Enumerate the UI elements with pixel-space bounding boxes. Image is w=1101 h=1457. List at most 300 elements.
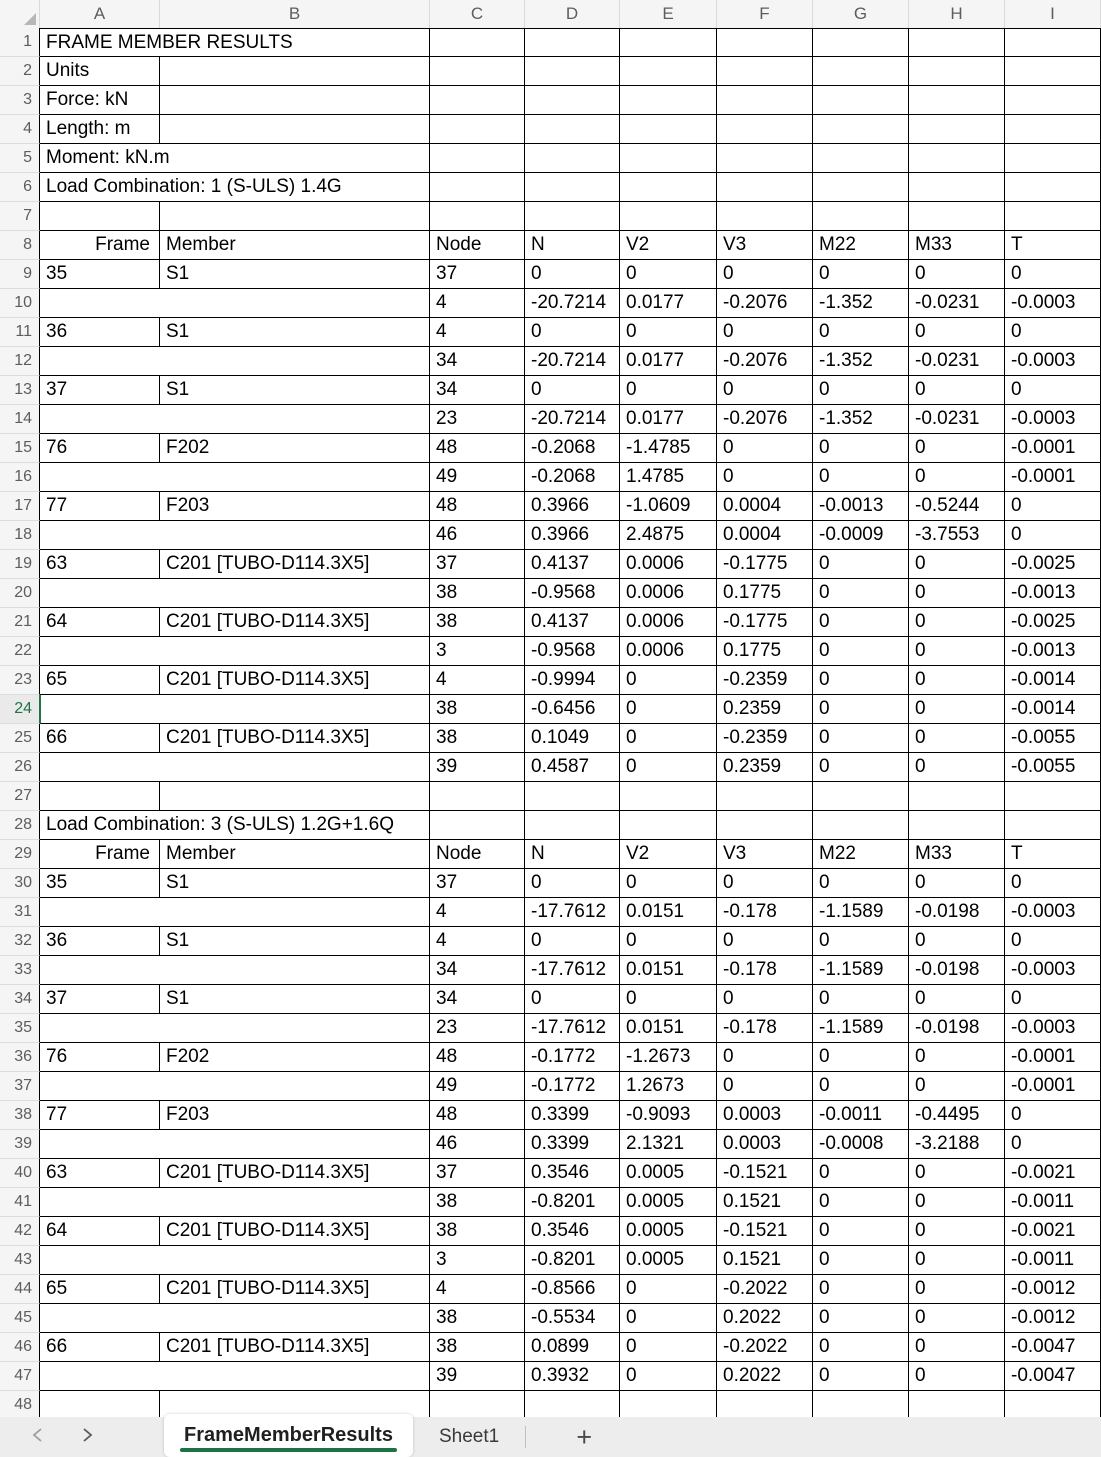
cell-A38[interactable]: 77	[40, 1101, 160, 1130]
cell-F10[interactable]: -0.2076	[717, 289, 813, 318]
row-header-30[interactable]: 30	[0, 869, 40, 898]
cell-I34[interactable]: 0	[1005, 985, 1101, 1014]
cell-G40[interactable]: 0	[813, 1159, 909, 1188]
cell-F21[interactable]: -0.1775	[717, 608, 813, 637]
cell-F6[interactable]	[717, 173, 813, 202]
cell-A7[interactable]	[40, 202, 160, 231]
cell-F20[interactable]: 0.1775	[717, 579, 813, 608]
cell-I30[interactable]: 0	[1005, 869, 1101, 898]
cell-G16[interactable]: 0	[813, 463, 909, 492]
cell-C40[interactable]: 37	[430, 1159, 525, 1188]
cell-B7[interactable]	[160, 202, 430, 231]
cell-E13[interactable]: 0	[620, 376, 717, 405]
cell-D2[interactable]	[525, 57, 620, 86]
cell-D48[interactable]	[525, 1391, 620, 1417]
cell-E35[interactable]: 0.0151	[620, 1014, 717, 1043]
cell-A40[interactable]: 63	[40, 1159, 160, 1188]
row-header-19[interactable]: 19	[0, 550, 40, 579]
cell-G39[interactable]: -0.0008	[813, 1130, 909, 1159]
cell-I5[interactable]	[1005, 144, 1101, 173]
row-header-17[interactable]: 17	[0, 492, 40, 521]
cell-C2[interactable]	[430, 57, 525, 86]
select-all-button[interactable]	[0, 0, 40, 28]
cell-C30[interactable]: 37	[430, 869, 525, 898]
row-header-47[interactable]: 47	[0, 1362, 40, 1391]
cell-F17[interactable]: 0.0004	[717, 492, 813, 521]
cell-F3[interactable]	[717, 86, 813, 115]
cell-I11[interactable]: 0	[1005, 318, 1101, 347]
row-header-2[interactable]: 2	[0, 57, 40, 86]
cell-D34[interactable]: 0	[525, 985, 620, 1014]
cell-H2[interactable]	[909, 57, 1005, 86]
cell-D42[interactable]: 0.3546	[525, 1217, 620, 1246]
column-header-C[interactable]: C	[430, 0, 525, 28]
cell-E30[interactable]: 0	[620, 869, 717, 898]
cell-A23[interactable]: 65	[40, 666, 160, 695]
row-header-26[interactable]: 26	[0, 753, 40, 782]
cell-I23[interactable]: -0.0014	[1005, 666, 1101, 695]
cell-C28[interactable]	[430, 811, 525, 840]
row-header-7[interactable]: 7	[0, 202, 40, 231]
cell-F29[interactable]: V3	[717, 840, 813, 869]
cell-I43[interactable]: -0.0011	[1005, 1246, 1101, 1275]
cell-F15[interactable]: 0	[717, 434, 813, 463]
cell-A5[interactable]: Moment: kN.m	[40, 144, 430, 173]
cell-E6[interactable]	[620, 173, 717, 202]
cell-E18[interactable]: 2.4875	[620, 521, 717, 550]
cell-H13[interactable]: 0	[909, 376, 1005, 405]
cell-H25[interactable]: 0	[909, 724, 1005, 753]
row-header-21[interactable]: 21	[0, 608, 40, 637]
cell-I40[interactable]: -0.0021	[1005, 1159, 1101, 1188]
cell-F19[interactable]: -0.1775	[717, 550, 813, 579]
cell-H26[interactable]: 0	[909, 753, 1005, 782]
row-header-8[interactable]: 8	[0, 231, 40, 260]
row-header-4[interactable]: 4	[0, 115, 40, 144]
cell-A36[interactable]: 76	[40, 1043, 160, 1072]
cell-E12[interactable]: 0.0177	[620, 347, 717, 376]
cell-D18[interactable]: 0.3966	[525, 521, 620, 550]
row-header-25[interactable]: 25	[0, 724, 40, 753]
cell-H47[interactable]: 0	[909, 1362, 1005, 1391]
cell-B2[interactable]	[160, 57, 430, 86]
column-header-H[interactable]: H	[909, 0, 1005, 28]
cell-H39[interactable]: -3.2188	[909, 1130, 1005, 1159]
row-header-10[interactable]: 10	[0, 289, 40, 318]
cell-D22[interactable]: -0.9568	[525, 637, 620, 666]
row-header-40[interactable]: 40	[0, 1159, 40, 1188]
cell-C23[interactable]: 4	[430, 666, 525, 695]
row-header-36[interactable]: 36	[0, 1043, 40, 1072]
cell-E25[interactable]: 0	[620, 724, 717, 753]
cell-C26[interactable]: 39	[430, 753, 525, 782]
cell-B38[interactable]: F203	[160, 1101, 430, 1130]
cell-F18[interactable]: 0.0004	[717, 521, 813, 550]
cell-A39[interactable]	[40, 1130, 430, 1159]
cell-C8[interactable]: Node	[430, 231, 525, 260]
cell-E11[interactable]: 0	[620, 318, 717, 347]
cell-C1[interactable]	[430, 28, 525, 57]
cell-H14[interactable]: -0.0231	[909, 405, 1005, 434]
cell-E3[interactable]	[620, 86, 717, 115]
row-header-5[interactable]: 5	[0, 144, 40, 173]
cell-F12[interactable]: -0.2076	[717, 347, 813, 376]
cell-I32[interactable]: 0	[1005, 927, 1101, 956]
cell-G11[interactable]: 0	[813, 318, 909, 347]
cell-F36[interactable]: 0	[717, 1043, 813, 1072]
cell-C43[interactable]: 3	[430, 1246, 525, 1275]
cell-F48[interactable]	[717, 1391, 813, 1417]
cell-C3[interactable]	[430, 86, 525, 115]
cell-E45[interactable]: 0	[620, 1304, 717, 1333]
cell-A33[interactable]	[40, 956, 430, 985]
cell-C15[interactable]: 48	[430, 434, 525, 463]
cell-F24[interactable]: 0.2359	[717, 695, 813, 724]
cell-H12[interactable]: -0.0231	[909, 347, 1005, 376]
cell-C7[interactable]	[430, 202, 525, 231]
cell-E7[interactable]	[620, 202, 717, 231]
cell-G25[interactable]: 0	[813, 724, 909, 753]
row-header-20[interactable]: 20	[0, 579, 40, 608]
cell-D6[interactable]	[525, 173, 620, 202]
cell-E27[interactable]	[620, 782, 717, 811]
cell-C21[interactable]: 38	[430, 608, 525, 637]
cell-D27[interactable]	[525, 782, 620, 811]
cell-D14[interactable]: -20.7214	[525, 405, 620, 434]
cell-H8[interactable]: M33	[909, 231, 1005, 260]
row-header-29[interactable]: 29	[0, 840, 40, 869]
cell-C44[interactable]: 4	[430, 1275, 525, 1304]
column-header-G[interactable]: G	[813, 0, 909, 28]
column-header-F[interactable]: F	[717, 0, 813, 28]
cell-G10[interactable]: -1.352	[813, 289, 909, 318]
cell-G29[interactable]: M22	[813, 840, 909, 869]
cell-F34[interactable]: 0	[717, 985, 813, 1014]
cell-E36[interactable]: -1.2673	[620, 1043, 717, 1072]
cell-B25[interactable]: C201 [TUBO-D114.3X5]	[160, 724, 430, 753]
cell-G14[interactable]: -1.352	[813, 405, 909, 434]
cell-G21[interactable]: 0	[813, 608, 909, 637]
cell-H38[interactable]: -0.4495	[909, 1101, 1005, 1130]
cell-I9[interactable]: 0	[1005, 260, 1101, 289]
cell-F45[interactable]: 0.2022	[717, 1304, 813, 1333]
cell-D16[interactable]: -0.2068	[525, 463, 620, 492]
cell-H33[interactable]: -0.0198	[909, 956, 1005, 985]
cell-A12[interactable]	[40, 347, 430, 376]
row-header-35[interactable]: 35	[0, 1014, 40, 1043]
cell-B32[interactable]: S1	[160, 927, 430, 956]
cell-A16[interactable]	[40, 463, 430, 492]
cell-I41[interactable]: -0.0011	[1005, 1188, 1101, 1217]
cell-G33[interactable]: -1.1589	[813, 956, 909, 985]
cell-F43[interactable]: 0.1521	[717, 1246, 813, 1275]
cell-B15[interactable]: F202	[160, 434, 430, 463]
cell-I37[interactable]: -0.0001	[1005, 1072, 1101, 1101]
cell-G30[interactable]: 0	[813, 869, 909, 898]
cell-I29[interactable]: T	[1005, 840, 1101, 869]
cell-F33[interactable]: -0.178	[717, 956, 813, 985]
cell-I8[interactable]: T	[1005, 231, 1101, 260]
cell-G48[interactable]	[813, 1391, 909, 1417]
row-header-34[interactable]: 34	[0, 985, 40, 1014]
cell-H40[interactable]: 0	[909, 1159, 1005, 1188]
cell-H27[interactable]	[909, 782, 1005, 811]
cell-A31[interactable]	[40, 898, 430, 927]
cell-D17[interactable]: 0.3966	[525, 492, 620, 521]
row-header-1[interactable]: 1	[0, 28, 40, 57]
cell-C4[interactable]	[430, 115, 525, 144]
cell-C32[interactable]: 4	[430, 927, 525, 956]
cell-H36[interactable]: 0	[909, 1043, 1005, 1072]
cell-A46[interactable]: 66	[40, 1333, 160, 1362]
column-header-D[interactable]: D	[525, 0, 620, 28]
tab-sheet1[interactable]	[413, 1417, 525, 1457]
cell-I14[interactable]: -0.0003	[1005, 405, 1101, 434]
cell-A48[interactable]	[40, 1391, 160, 1417]
cell-H10[interactable]: -0.0231	[909, 289, 1005, 318]
cell-E42[interactable]: 0.0005	[620, 1217, 717, 1246]
cell-I24[interactable]: -0.0014	[1005, 695, 1101, 724]
cell-A42[interactable]: 64	[40, 1217, 160, 1246]
cell-A45[interactable]	[40, 1304, 430, 1333]
cell-D32[interactable]: 0	[525, 927, 620, 956]
row-header-39[interactable]: 39	[0, 1130, 40, 1159]
cell-F31[interactable]: -0.178	[717, 898, 813, 927]
cell-I19[interactable]: -0.0025	[1005, 550, 1101, 579]
cell-D9[interactable]: 0	[525, 260, 620, 289]
cell-A43[interactable]	[40, 1246, 430, 1275]
cell-E2[interactable]	[620, 57, 717, 86]
column-header-I[interactable]: I	[1005, 0, 1101, 28]
cell-E29[interactable]: V2	[620, 840, 717, 869]
cell-I3[interactable]	[1005, 86, 1101, 115]
cell-B34[interactable]: S1	[160, 985, 430, 1014]
cell-F4[interactable]	[717, 115, 813, 144]
cell-H28[interactable]	[909, 811, 1005, 840]
row-header-45[interactable]: 45	[0, 1304, 40, 1333]
cell-F38[interactable]: 0.0003	[717, 1101, 813, 1130]
cell-I48[interactable]	[1005, 1391, 1101, 1417]
row-header-15[interactable]: 15	[0, 434, 40, 463]
cell-H19[interactable]: 0	[909, 550, 1005, 579]
cell-B30[interactable]: S1	[160, 869, 430, 898]
cell-C25[interactable]: 38	[430, 724, 525, 753]
cell-G35[interactable]: -1.1589	[813, 1014, 909, 1043]
cell-H3[interactable]	[909, 86, 1005, 115]
cell-D12[interactable]: -20.7214	[525, 347, 620, 376]
cell-D30[interactable]: 0	[525, 869, 620, 898]
cell-F23[interactable]: -0.2359	[717, 666, 813, 695]
tab-framemember-results[interactable]	[164, 1414, 413, 1457]
cell-I22[interactable]: -0.0013	[1005, 637, 1101, 666]
cell-B42[interactable]: C201 [TUBO-D114.3X5]	[160, 1217, 430, 1246]
cell-E46[interactable]: 0	[620, 1333, 717, 1362]
cell-F30[interactable]: 0	[717, 869, 813, 898]
cell-B11[interactable]: S1	[160, 318, 430, 347]
cell-B4[interactable]	[160, 115, 430, 144]
cell-C34[interactable]: 34	[430, 985, 525, 1014]
row-header-3[interactable]: 3	[0, 86, 40, 115]
cell-F41[interactable]: 0.1521	[717, 1188, 813, 1217]
cell-H21[interactable]: 0	[909, 608, 1005, 637]
cell-D25[interactable]: 0.1049	[525, 724, 620, 753]
cell-E8[interactable]: V2	[620, 231, 717, 260]
cell-D38[interactable]: 0.3399	[525, 1101, 620, 1130]
cell-G23[interactable]: 0	[813, 666, 909, 695]
cell-E1[interactable]	[620, 28, 717, 57]
cell-D4[interactable]	[525, 115, 620, 144]
cell-D21[interactable]: 0.4137	[525, 608, 620, 637]
cell-I35[interactable]: -0.0003	[1005, 1014, 1101, 1043]
cell-A35[interactable]	[40, 1014, 430, 1043]
cell-H5[interactable]	[909, 144, 1005, 173]
cell-I36[interactable]: -0.0001	[1005, 1043, 1101, 1072]
cell-A41[interactable]	[40, 1188, 430, 1217]
cell-E17[interactable]: -1.0609	[620, 492, 717, 521]
cell-D36[interactable]: -0.1772	[525, 1043, 620, 1072]
cell-H18[interactable]: -3.7553	[909, 521, 1005, 550]
cell-F9[interactable]: 0	[717, 260, 813, 289]
cell-C47[interactable]: 39	[430, 1362, 525, 1391]
cell-G5[interactable]	[813, 144, 909, 173]
cell-A30[interactable]: 35	[40, 869, 160, 898]
cell-I45[interactable]: -0.0012	[1005, 1304, 1101, 1333]
cell-G46[interactable]: 0	[813, 1333, 909, 1362]
cell-B44[interactable]: C201 [TUBO-D114.3X5]	[160, 1275, 430, 1304]
cell-B8[interactable]: Member	[160, 231, 430, 260]
cell-A19[interactable]: 63	[40, 550, 160, 579]
cell-C19[interactable]: 37	[430, 550, 525, 579]
cell-G8[interactable]: M22	[813, 231, 909, 260]
cell-I10[interactable]: -0.0003	[1005, 289, 1101, 318]
cell-H15[interactable]: 0	[909, 434, 1005, 463]
cell-G22[interactable]: 0	[813, 637, 909, 666]
cell-B3[interactable]	[160, 86, 430, 115]
cell-B40[interactable]: C201 [TUBO-D114.3X5]	[160, 1159, 430, 1188]
cell-I25[interactable]: -0.0055	[1005, 724, 1101, 753]
cell-C17[interactable]: 48	[430, 492, 525, 521]
cell-I26[interactable]: -0.0055	[1005, 753, 1101, 782]
row-header-13[interactable]: 13	[0, 376, 40, 405]
cell-G17[interactable]: -0.0013	[813, 492, 909, 521]
cell-H43[interactable]: 0	[909, 1246, 1005, 1275]
cell-D23[interactable]: -0.9994	[525, 666, 620, 695]
cell-H37[interactable]: 0	[909, 1072, 1005, 1101]
cell-D31[interactable]: -17.7612	[525, 898, 620, 927]
cell-A6[interactable]: Load Combination: 1 (S-ULS) 1.4G	[40, 173, 430, 202]
cell-H46[interactable]: 0	[909, 1333, 1005, 1362]
cell-I47[interactable]: -0.0047	[1005, 1362, 1101, 1391]
cell-C10[interactable]: 4	[430, 289, 525, 318]
cell-E41[interactable]: 0.0005	[620, 1188, 717, 1217]
row-header-46[interactable]: 46	[0, 1333, 40, 1362]
cell-H20[interactable]: 0	[909, 579, 1005, 608]
cell-I15[interactable]: -0.0001	[1005, 434, 1101, 463]
cell-B21[interactable]: C201 [TUBO-D114.3X5]	[160, 608, 430, 637]
cell-B46[interactable]: C201 [TUBO-D114.3X5]	[160, 1333, 430, 1362]
cell-F37[interactable]: 0	[717, 1072, 813, 1101]
cell-B29[interactable]: Member	[160, 840, 430, 869]
column-header-B[interactable]: B	[160, 0, 430, 28]
cell-G13[interactable]: 0	[813, 376, 909, 405]
cell-G26[interactable]: 0	[813, 753, 909, 782]
cell-A24[interactable]	[40, 695, 430, 724]
cell-C18[interactable]: 46	[430, 521, 525, 550]
cell-D37[interactable]: -0.1772	[525, 1072, 620, 1101]
cell-H29[interactable]: M33	[909, 840, 1005, 869]
cell-A25[interactable]: 66	[40, 724, 160, 753]
cell-A47[interactable]	[40, 1362, 430, 1391]
cell-G15[interactable]: 0	[813, 434, 909, 463]
cell-C16[interactable]: 49	[430, 463, 525, 492]
cell-E33[interactable]: 0.0151	[620, 956, 717, 985]
cell-I44[interactable]: -0.0012	[1005, 1275, 1101, 1304]
cell-I1[interactable]	[1005, 28, 1101, 57]
cell-F32[interactable]: 0	[717, 927, 813, 956]
cell-C46[interactable]: 38	[430, 1333, 525, 1362]
cell-G43[interactable]: 0	[813, 1246, 909, 1275]
cell-F7[interactable]	[717, 202, 813, 231]
cell-H30[interactable]: 0	[909, 869, 1005, 898]
row-header-37[interactable]: 37	[0, 1072, 40, 1101]
row-header-9[interactable]: 9	[0, 260, 40, 289]
cell-G6[interactable]	[813, 173, 909, 202]
cell-D47[interactable]: 0.3932	[525, 1362, 620, 1391]
cell-C37[interactable]: 49	[430, 1072, 525, 1101]
cell-A32[interactable]: 36	[40, 927, 160, 956]
row-header-32[interactable]: 32	[0, 927, 40, 956]
cell-F40[interactable]: -0.1521	[717, 1159, 813, 1188]
cell-C45[interactable]: 38	[430, 1304, 525, 1333]
cell-E15[interactable]: -1.4785	[620, 434, 717, 463]
cell-E38[interactable]: -0.9093	[620, 1101, 717, 1130]
cell-A18[interactable]	[40, 521, 430, 550]
cell-I38[interactable]: 0	[1005, 1101, 1101, 1130]
row-header-33[interactable]: 33	[0, 956, 40, 985]
cell-C24[interactable]: 38	[430, 695, 525, 724]
cell-D3[interactable]	[525, 86, 620, 115]
cell-E28[interactable]	[620, 811, 717, 840]
cell-D5[interactable]	[525, 144, 620, 173]
cell-F13[interactable]: 0	[717, 376, 813, 405]
row-header-12[interactable]: 12	[0, 347, 40, 376]
cell-E5[interactable]	[620, 144, 717, 173]
cell-G7[interactable]	[813, 202, 909, 231]
cell-D46[interactable]: 0.0899	[525, 1333, 620, 1362]
cell-H32[interactable]: 0	[909, 927, 1005, 956]
cell-C38[interactable]: 48	[430, 1101, 525, 1130]
row-header-27[interactable]: 27	[0, 782, 40, 811]
row-header-38[interactable]: 38	[0, 1101, 40, 1130]
cell-F25[interactable]: -0.2359	[717, 724, 813, 753]
row-header-28[interactable]: 28	[0, 811, 40, 840]
cell-C11[interactable]: 4	[430, 318, 525, 347]
cell-G45[interactable]: 0	[813, 1304, 909, 1333]
cell-E14[interactable]: 0.0177	[620, 405, 717, 434]
cell-H16[interactable]: 0	[909, 463, 1005, 492]
cell-G4[interactable]	[813, 115, 909, 144]
cell-C13[interactable]: 34	[430, 376, 525, 405]
cell-H44[interactable]: 0	[909, 1275, 1005, 1304]
cell-E16[interactable]: 1.4785	[620, 463, 717, 492]
cell-F35[interactable]: -0.178	[717, 1014, 813, 1043]
cell-A28[interactable]: Load Combination: 3 (S-ULS) 1.2G+1.6Q	[40, 811, 430, 840]
cell-F16[interactable]: 0	[717, 463, 813, 492]
cell-H6[interactable]	[909, 173, 1005, 202]
column-header-A[interactable]: A	[40, 0, 160, 28]
cell-H35[interactable]: -0.0198	[909, 1014, 1005, 1043]
cell-I18[interactable]: 0	[1005, 521, 1101, 550]
